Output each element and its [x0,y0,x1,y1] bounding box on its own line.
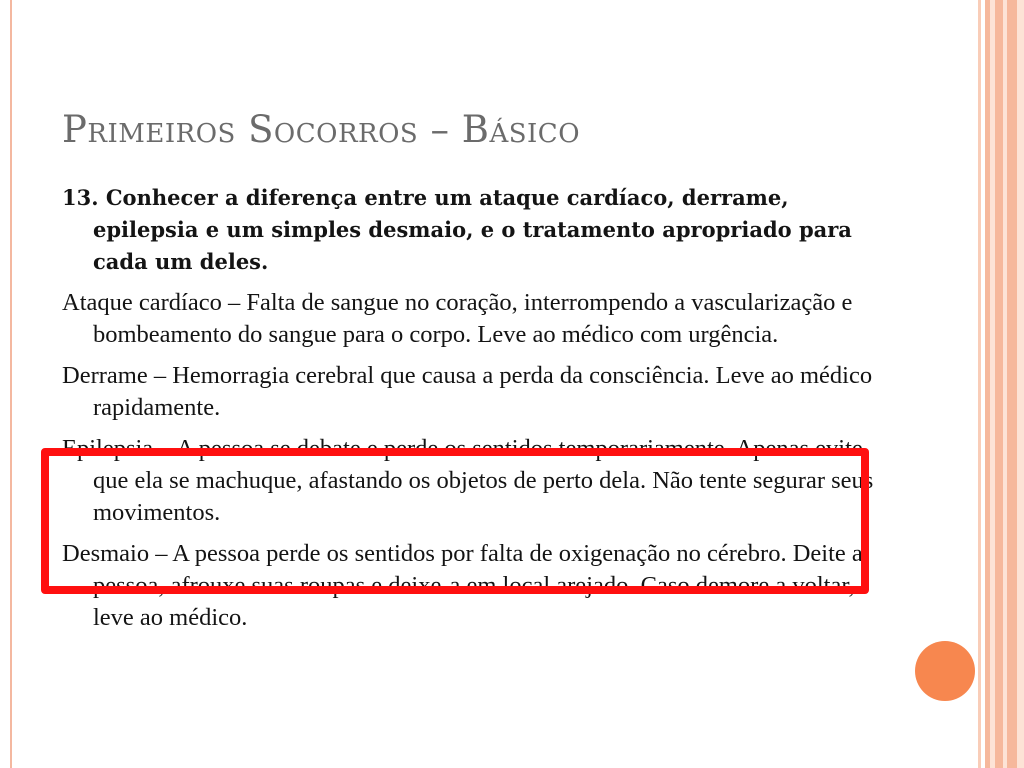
highlight-box [41,448,869,594]
right-decorative-stripes [978,0,1024,768]
list-item-ataque: Ataque cardíaco – Falta de sangue no coração, interrompendo a vascularização e bombeamento do sangue para o corpo. Leve ao médico com urgência. [62,289,853,348]
decorative-circle [915,641,975,701]
list-item-derrame: Derrame – Hemorragia cerebral que causa a perda da consciência. Leve ao médico rapidamente. [62,362,873,421]
list-item-epilepsia: Epilepsia – A pessoa se debate e perde os sentidos temporariamente. Apenas evite que ela se machuque, afastando os objetos de perto dela. Não tente segurar seus movimentos. [62,435,874,526]
heading-item: 13. Conhecer a diferença entre um ataque cardíaco, derrame, epilepsia e um simples desmaio, e o tratamento apropriado para cada um deles. [62,185,852,274]
left-border-line [10,0,12,768]
slide-title: Primeiros Socorros – Básico [62,108,581,151]
list-item-desmaio: Desmaio – A pessoa perde os sentidos por falta de oxigenação no cérebro. Deite a pessoa, afrouxe suas roupas e deixe-a em local arejado. Caso demore a voltar, leve ao médico. [62,540,863,631]
